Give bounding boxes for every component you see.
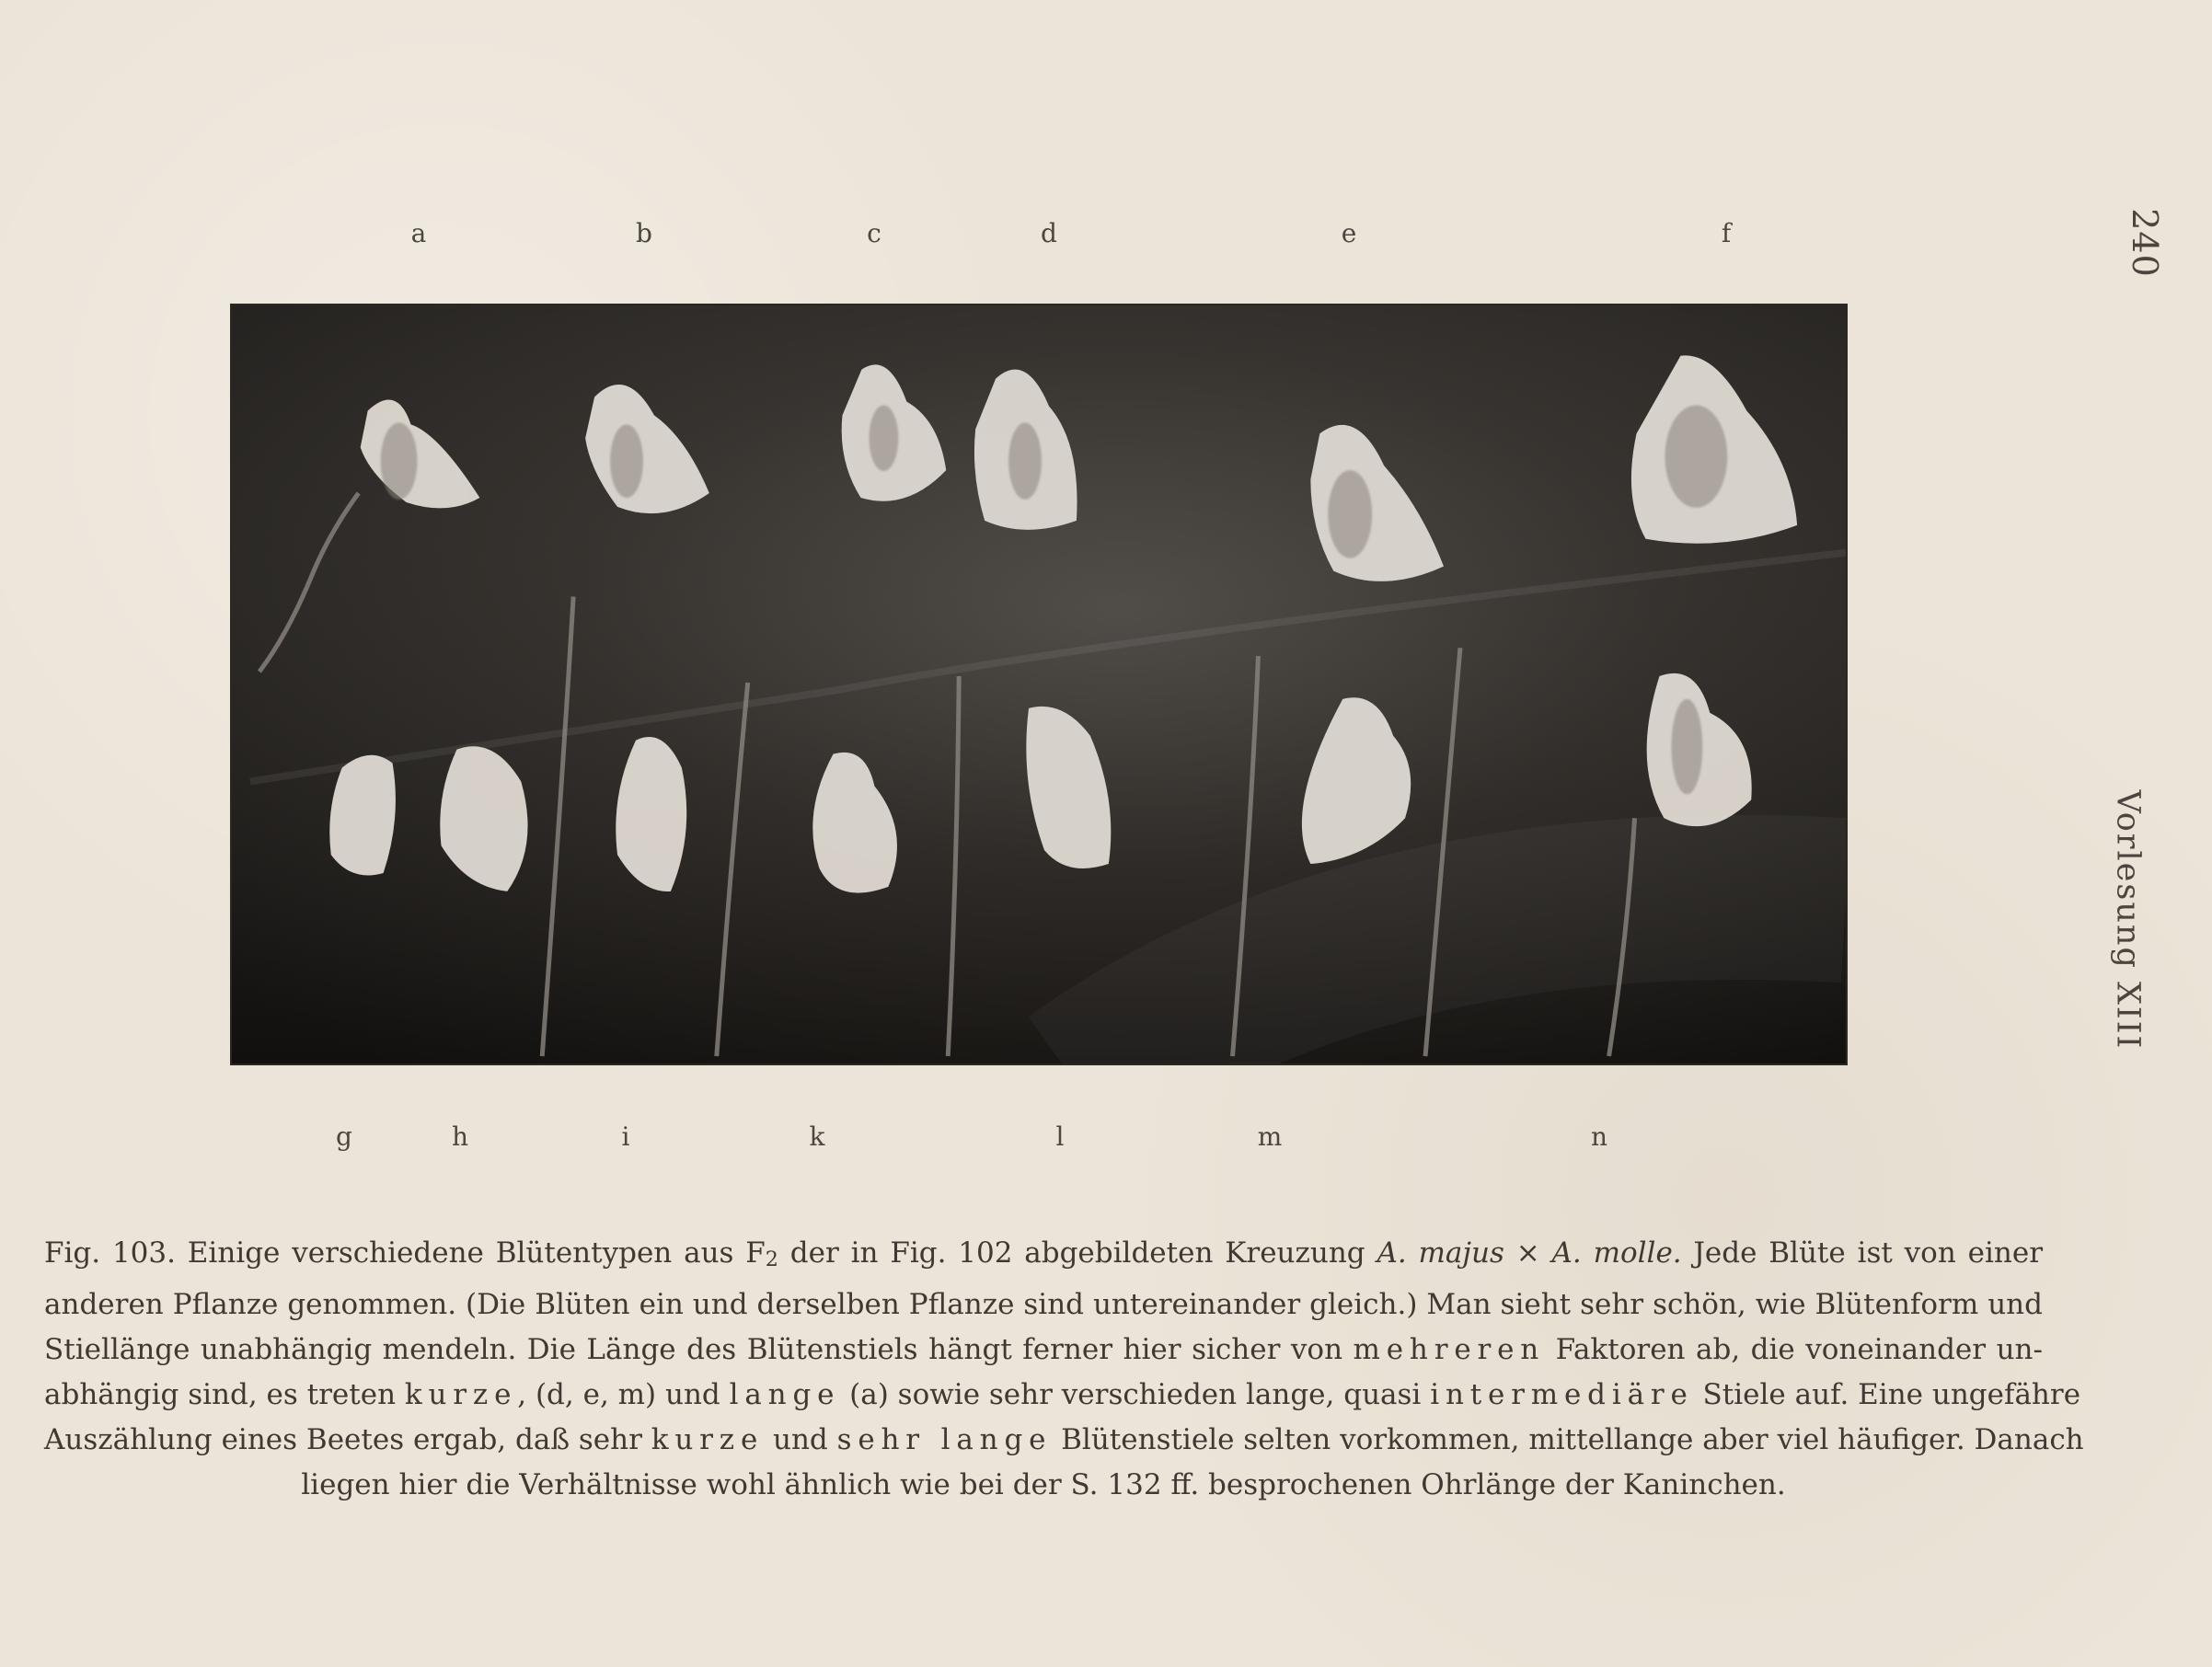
label-d: d [1041, 218, 1057, 248]
label-i: i [621, 1121, 630, 1152]
page-number: 240 [2125, 208, 2166, 278]
figure-caption [44, 1231, 2084, 1508]
caption-line-1: Fig. 103. Einige verschiedene Blütentypen aus F2 der in Fig. 102 abgebildeten Kreuzung A. majus × A. molle. Jede Blüte ist von einer [44, 1236, 2044, 1272]
caption-line-4: abhängig sind, es treten kurze, (d, e, m) und lange (a) sowie sehr verschieden lange, quasi intermediäre Stiele auf. Eine ungefähre [44, 1378, 2081, 1412]
label-c: c [867, 218, 881, 248]
label-n: n [1590, 1121, 1608, 1152]
label-a: a [410, 218, 427, 248]
flower-photo-svg [232, 305, 1846, 1063]
running-head: Vorlesung XIII [2109, 789, 2147, 1051]
bottom-flower-labels [0, 1121, 2212, 1161]
caption-line-5: Auszählung eines Beetes ergab, daß sehr kurze und sehr lange Blütenstiele selten vorkommen, mittellange aber viel häufiger. Danach [44, 1423, 2084, 1457]
caption-line-3: Stiellänge unabhängig mendeln. Die Länge des Blütenstiels hängt ferner hier sicher von mehreren Faktoren ab, die voneinander un- [44, 1333, 2043, 1367]
label-k: k [809, 1121, 825, 1152]
flower-photograph [230, 304, 1848, 1065]
top-flower-labels [0, 218, 2212, 258]
caption-line-6: liegen hier die Verhältnisse wohl ähnlich wie bei der S. 132 ff. besprochenen Ohrlänge der Kaninchen. [301, 1468, 1786, 1502]
label-m: m [1257, 1121, 1283, 1152]
label-g: g [336, 1121, 352, 1152]
label-f: f [1721, 218, 1732, 248]
label-b: b [636, 218, 652, 248]
label-e: e [1341, 218, 1357, 248]
label-h: h [451, 1121, 469, 1152]
label-l: l [1055, 1121, 1065, 1152]
caption-line-2: anderen Pflanze genommen. (Die Blüten ein und derselben Pflanze sind untereinander gleich.) Man sieht sehr schön, wie Blütenform und [44, 1288, 2043, 1322]
